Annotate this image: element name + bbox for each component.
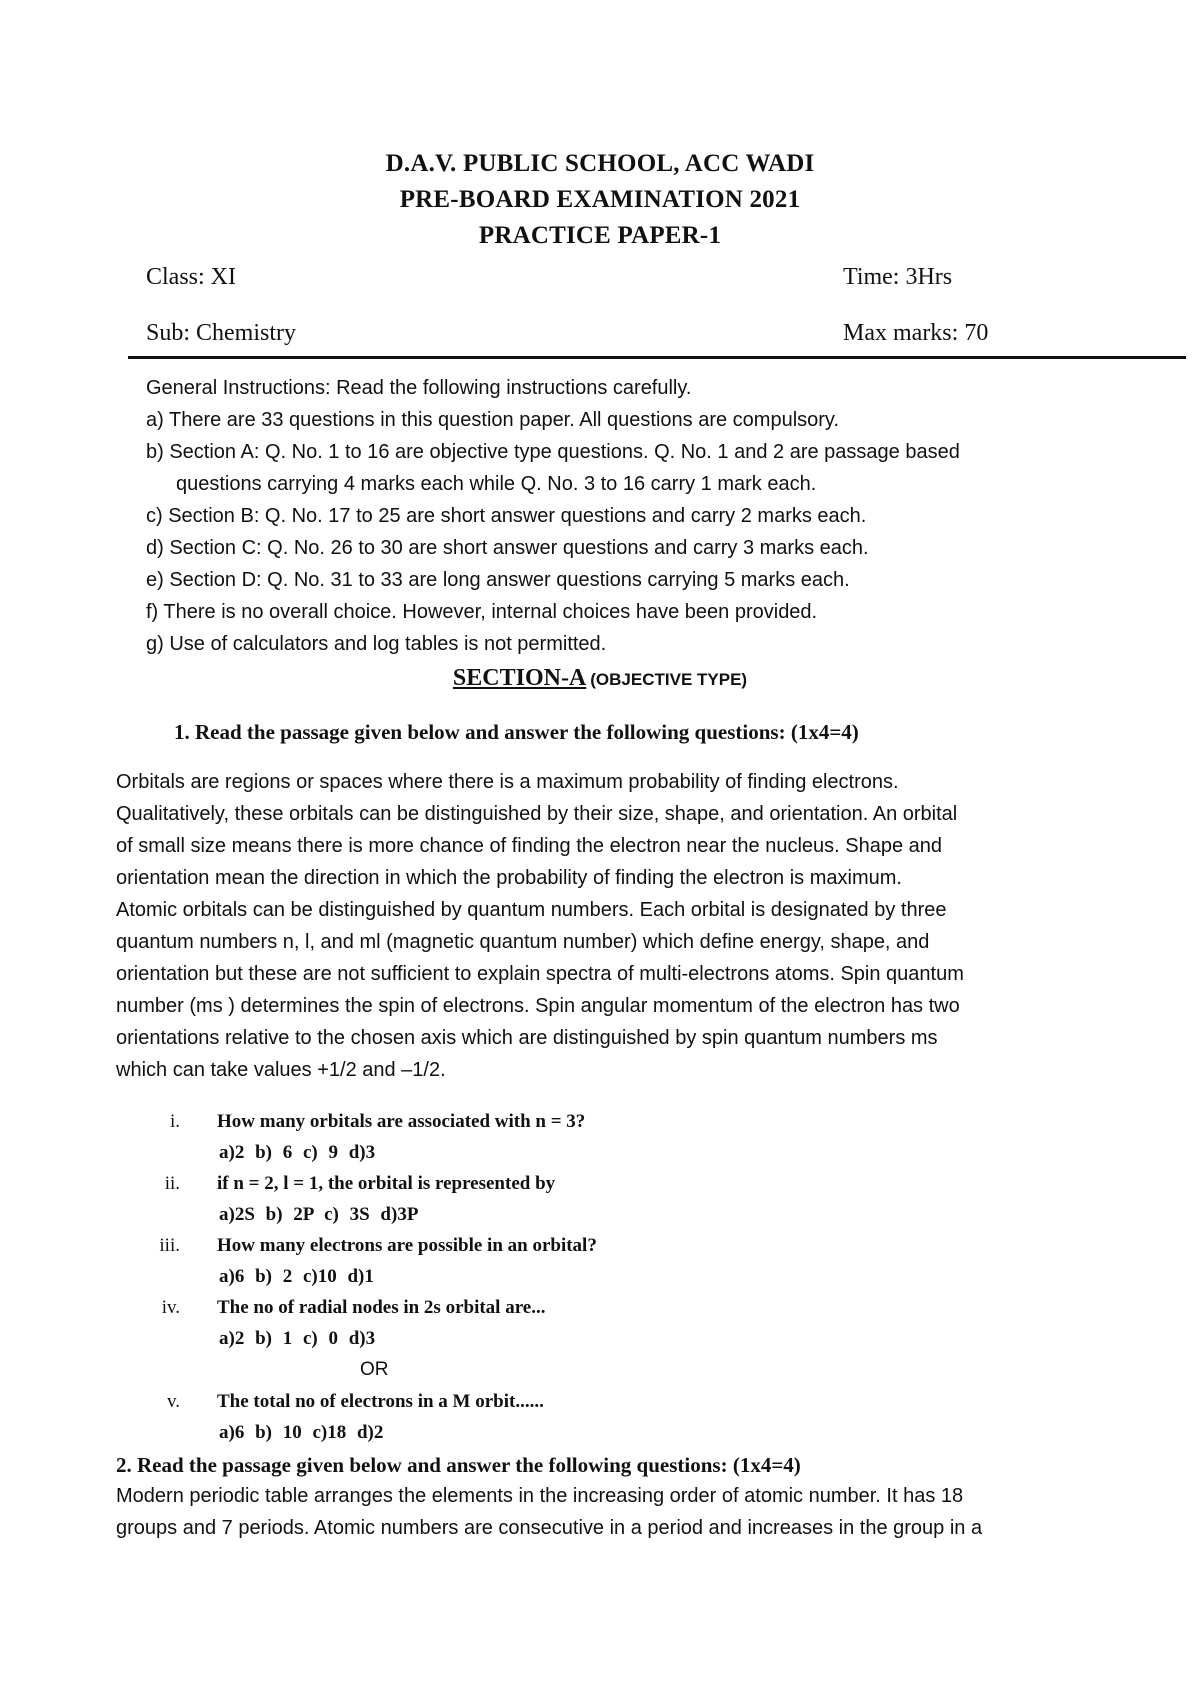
section-title: SECTION-A [452,665,587,691]
subquestion-options: a)2S b) 2P c) 3S d)3P [219,1204,419,1225]
section-heading [0,665,1200,692]
passage-line: of small size means there is more chance of finding the electron near the nucleus. Shape and [116,835,943,857]
subquestion-text: The total no of electrons in a M orbit...... [217,1391,544,1412]
subject-label: Sub: Chemistry [146,320,297,346]
subquestion-text: How many orbitals are associated with n = 3? [217,1111,586,1132]
instructions-heading: General Instructions: Read the following instructions carefully. [146,377,692,399]
subquestion-options: a)6 b) 10 c)18 d)2 [219,1422,384,1443]
instruction-item: e) Section D: Q. No. 31 to 33 are long answer questions carrying 5 marks each. [146,569,850,591]
passage-line: Modern periodic table arranges the elements in the increasing order of atomic number. It has 18 [116,1485,964,1507]
subquestion-number: i. [169,1111,180,1132]
header-divider [128,356,1186,359]
subquestion-options: a)2 b) 1 c) 0 d)3 [219,1328,376,1349]
subquestion-number: ii. [164,1173,180,1194]
passage-line: groups and 7 periods. Atomic numbers are consecutive in a period and increases in the group in a [116,1517,983,1539]
passage-line: Qualitatively, these orbitals can be distinguished by their size, shape, and orientation. An orbital [116,803,958,825]
or-separator: OR [360,1359,389,1380]
paper-title: PRACTICE PAPER-1 [478,222,722,249]
passage-line: number (ms ) determines the spin of electrons. Spin angular momentum of the electron has two [116,995,960,1017]
class-label: Class: XI [146,264,236,290]
max-marks-label: Max marks: 70 [843,320,989,346]
exam-title: PRE-BOARD EXAMINATION 2021 [399,186,801,213]
section-subtitle: (OBJECTIVE TYPE) [590,670,748,689]
instruction-item: c) Section B: Q. No. 17 to 25 are short answer questions and carry 2 marks each. [146,505,867,527]
passage-line: Orbitals are regions or spaces where there is a maximum probability of finding electrons. [116,771,899,793]
question-2-title: 2. Read the passage given below and answer the following questions: (1x4=4) [116,1453,801,1477]
passage-line: quantum numbers n, l, and ml (magnetic quantum number) which define energy, shape, and [116,931,930,953]
passage-line: orientation mean the direction in which the probability of finding the electron is maximum. [116,867,902,889]
subquestion-number: iii. [159,1235,180,1256]
instruction-item: d) Section C: Q. No. 26 to 30 are short answer questions and carry 3 marks each. [146,537,869,559]
subquestion-options: a)6 b) 2 c)10 d)1 [219,1266,374,1287]
instruction-item: questions carrying 4 marks each while Q. No. 3 to 16 carry 1 mark each. [176,473,817,495]
subquestion-text: How many electrons are possible in an orbital? [217,1235,597,1256]
subquestion-text: if n = 2, l = 1, the orbital is represented by [217,1173,556,1194]
passage-line: orientation but these are not sufficient to explain spectra of multi-electrons atoms. Spin quantum [116,963,964,985]
school-name: D.A.V. PUBLIC SCHOOL, ACC WADI [385,150,815,177]
passage-line: Atomic orbitals can be distinguished by quantum numbers. Each orbital is designated by three [116,899,947,921]
subquestion-options: a)2 b) 6 c) 9 d)3 [219,1142,376,1163]
subquestion-number: v. [166,1391,180,1412]
time-label: Time: 3Hrs [843,264,953,290]
instruction-item: a) There are 33 questions in this question paper. All questions are compulsory. [146,409,839,431]
instruction-item: b) Section A: Q. No. 1 to 16 are objective type questions. Q. No. 1 and 2 are passage based [146,441,960,463]
question-1-title: 1. Read the passage given below and answer the following questions: (1x4=4) [174,720,859,744]
instruction-item: f) There is no overall choice. However, internal choices have been provided. [146,601,818,623]
instruction-item: g) Use of calculators and log tables is not permitted. [146,633,607,655]
subquestion-text: The no of radial nodes in 2s orbital are... [217,1297,546,1318]
passage-line: orientations relative to the chosen axis which are distinguished by spin quantum numbers ms [116,1027,938,1049]
passage-line: which can take values +1/2 and –1/2. [116,1059,446,1081]
subquestion-number: iv. [161,1297,180,1318]
